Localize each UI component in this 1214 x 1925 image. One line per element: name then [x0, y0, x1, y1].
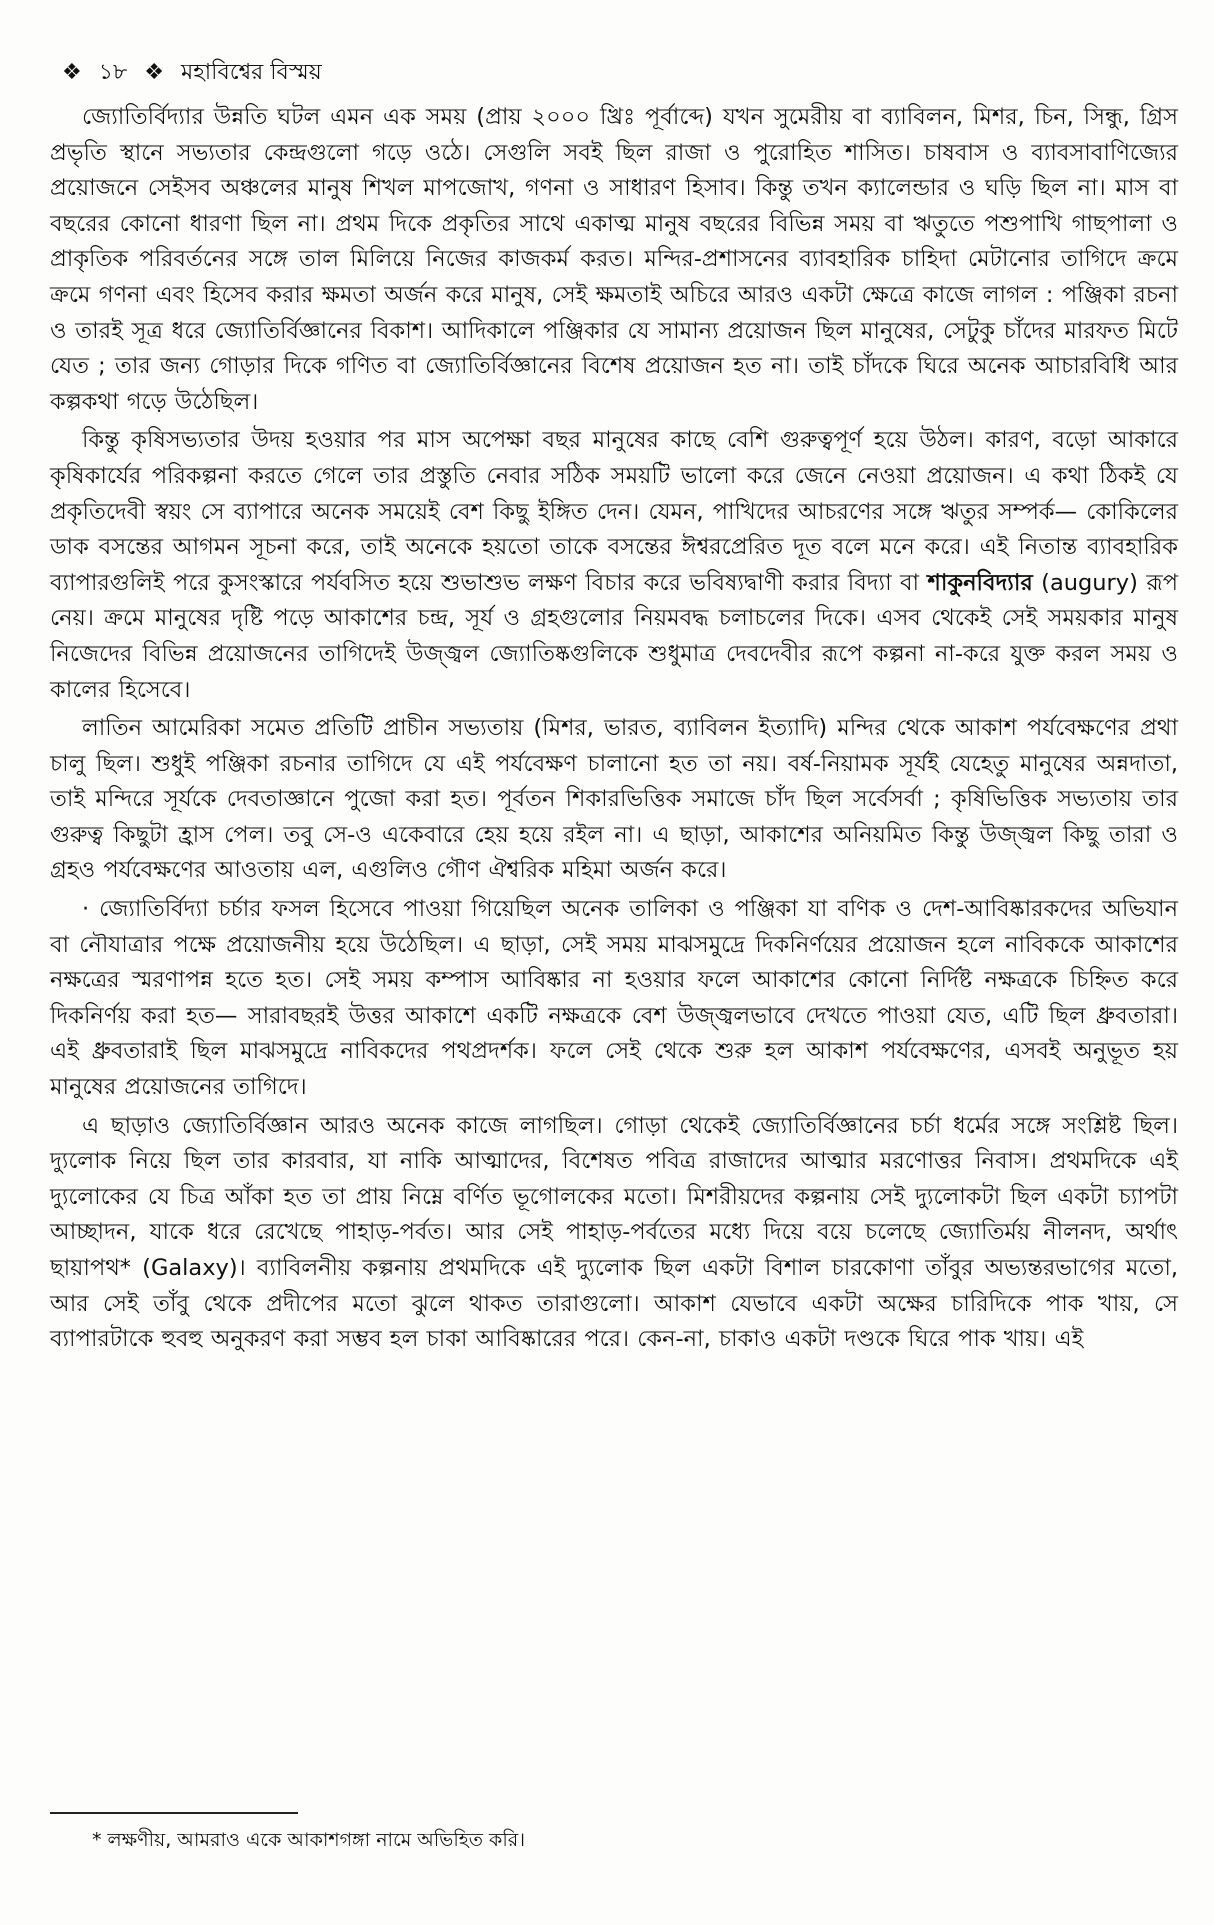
paragraph-2-text-before: কিন্তু কৃষিসভ্যতার উদয় হওয়ার পর মাস অপেক্ষা বছর মানুষের কাছে বেশি গুরুত্বপূর্ণ হয়ে উঠল। কারণ, বড়ো আকারে কৃষিকার্যের পরিকল্পনা করতে গেলে তার প্রস্তুতি নেবার সঠিক সময়টি ভালো করে জেনে নেওয়া প্রয়োজন। এ কথা ঠিকই যে প্রকৃতিদেবী স্বয়ং সে ব্যাপারে অনেক সময়েই বেশ কিছু ইঙ্গিত দেন। যেমন, পাখিদের আচরণের সঙ্গে ঋতুর সম্পর্ক— কোকিলের ডাক বসন্তের আগমন সূচনা করে, তাই অনেকে হয়তো তাকে বসন্তের ঈশ্বরপ্রেরিত দূত বলে মনে করে। এই নিতান্ত ব্যাবহারিক ব্যাপারগুলিই পরে কুসংস্কারে পর্যবসিত হয়ে শুভাশুভ লক্ষণ বিচার করে ভবিষ্যদ্বাণী করার বিদ্যা বা	[50, 427, 1178, 596]
paragraph-4: · জ্যোতির্বিদ্যা চর্চার ফসল হিসেবে পাওয়া গিয়েছিল অনেক তালিকা ও পঞ্জিকা যা বণিক ও দেশ-আবিষ্কারকদের অভিযান বা নৌযাত্রার পক্ষে প্রয়োজনীয় হয়ে উঠেছিল। এ ছাড়া, সেই সময় মাঝসমুদ্রে দিকনির্ণয়ের প্রয়োজন হলে নাবিককে আকাশের নক্ষত্রের স্মরণাপন্ন হতে হত। সেই সময় কম্পাস আবিষ্কার না হওয়ার ফলে আকাশের কোনো নির্দিষ্ট নক্ষত্রকে চিহ্নিত করে দিকনির্ণয় করা হত— সারাবছরই উত্তর আকাশে একটি নক্ষত্রকে বেশ উজ্জ্বলভাবে দেখতে পাওয়া যেত, এটি ছিল ধ্রুবতারা। এই ধ্রুবতারাই ছিল মাঝসমুদ্রে নাবিকদের পথপ্রদর্শক। ফলে সেই থেকে শুরু হল আকাশ পর্যবেক্ষণের, এসবই অনুভূত হয় মানুষের প্রয়োজনের তাগিদে।	[50, 896, 1178, 1101]
running-header	[62, 58, 332, 88]
paragraph-5: এ ছাড়াও জ্যোতির্বিজ্ঞান আরও অনেক কাজে লাগছিল। গোড়া থেকেই জ্যোতির্বিজ্ঞানের চর্চা ধর্মের সঙ্গে সংশ্লিষ্ট ছিল। দ্যুলোক নিয়ে ছিল তার কারবার, যা নাকি আত্মাদের, বিশেষত পবিত্র রাজাদের আত্মার মরণোত্তর নিবাস। প্রথমদিকে এই দ্যুলোকের যে চিত্র আঁকা হত তা প্রায় নিম্নে বর্ণিত ভূগোলকের মতো। মিশরীয়দের কল্পনায় সেই দ্যুলোকটা ছিল একটা চ্যাপটা আচ্ছাদন, যাকে ধরে রেখেছে পাহাড়-পর্বত। আর সেই পাহাড়-পর্বতের মধ্যে দিয়ে বয়ে চলেছে জ্যোতির্ময় নীলনদ, অর্থাৎ ছায়াপথ* (Galaxy)। ব্যাবিলনীয় কল্পনায় প্রথমদিকে এই দ্যুলোক ছিল একটা বিশাল চারকোণা তাঁবুর অভ্যন্তরভাগের মতো, আর সেই তাঁবু থেকে প্রদীপের মতো ঝুলে থাকত তারাগুলো। আকাশ যেভাবে একটা অক্ষের চারিদিকে পাক খায়, সে ব্যাপারটাকে হুবহু অনুকরণ করা সম্ভব হল চাকা আবিষ্কারের পরে। কেন-না, চাকাও একটা দণ্ডকে ঘিরে পাক খায়। এই	[50, 1112, 1178, 1353]
bold-term-augury: শাকুনবিদ্যার	[927, 569, 1033, 596]
paragraph-2-text-after: (augury) রূপ নেয়। ক্রমে মানুষের দৃষ্টি পড়ে আকাশের চন্দ্র, সূর্য ও গ্রহগুলোর নিয়মবদ্ধ চলাচলের দিকে। এসব থেকেই সেই সময়কার মানুষ নিজেদের বিভিন্ন প্রয়োজনের তাগিদেই উজ্জ্বল জ্যোতিষ্কগুলিকে শুধুমাত্র দেবদেবীর রূপে কল্পনা না-করে যুক্ত করল সময় ও কালের হিসেবে।	[50, 569, 1178, 703]
paragraph-1: জ্যোতির্বিদ্যার উন্নতি ঘটল এমন এক সময় (প্রায় ২০০০ খ্রিঃ পূর্বাব্দে) যখন সুমেরীয় বা ব্যাবিলন, মিশর, চিন, সিন্ধু, গ্রিস প্রভৃতি স্থানে সভ্যতার কেন্দ্রগুলো গড়ে ওঠে। সেগুলি সবই ছিল রাজা ও পুরোহিত শাসিত। চাষবাস ও ব্যাবসাবাণিজ্যের প্রয়োজনে সেইসব অঞ্চলের মানুষ শিখল মাপজোখ, গণনা ও সাধারণ হিসাব। কিন্তু তখন ক্যালেন্ডার ও ঘড়ি ছিল না। মাস বা বছরের কোনো ধারণা ছিল না। প্রথম দিকে প্রকৃতির সাথে একাত্ম মানুষ বছরের বিভিন্ন সময় বা ঋতুতে পশুপাখি গাছপালা ও প্রাকৃতিক পরিবর্তনের সঙ্গে তাল মিলিয়ে নিজের কাজকর্ম করত। মন্দির-প্রশাসনের ব্যাবহারিক চাহিদা মেটানোর তাগিদে ক্রমে ক্রমে গণনা এবং হিসেব করার ক্ষমতা অর্জন করে মানুষ, সেই ক্ষমতাই অচিরে আরও একটা ক্ষেত্রে কাজে লাগল : পঞ্জিকা রচনা ও তারই সূত্র ধরে জ্যোতির্বিজ্ঞানের বিকাশ। আদিকালে পঞ্জিকার যে সামান্য প্রয়োজন ছিল মানুষের, সেটুকু চাঁদের মারফত মিটে যেত ; তার জন্য গোড়ার দিকে গণিত বা জ্যোতির্বিজ্ঞানের বিশেষ প্রয়োজন হত না। তাই চাঁদকে ঘিরে অনেক আচারবিধি আর কল্পকথা গড়ে উঠেছিল।	[50, 104, 1178, 415]
footnote: * লক্ষণীয়, আমরাও একে আকাশগঙ্গা নামে অভিহিত করি।	[92, 1829, 526, 1851]
paragraph-2	[50, 423, 1178, 708]
ornament-left-icon: ❖	[62, 60, 82, 85]
book-title: মহাবিশ্বের বিস্ময়	[181, 60, 322, 85]
page-number: ১৮	[98, 60, 128, 85]
paragraph-3: লাতিন আমেরিকা সমেত প্রতিটি প্রাচীন সভ্যতায় (মিশর, ভারত, ব্যাবিলন ইত্যাদি) মন্দির থেকে আকাশ পর্যবেক্ষণের প্রথা চালু ছিল। শুধুই পঞ্জিকা রচনার তাগিদে যে এই পর্যবেক্ষণ চালানো হত তা নয়। বর্ষ-নিয়ামক সূর্যই যেহেতু মানুষের অন্নদাতা, তাই মন্দিরে সূর্যকে দেবতাজ্ঞানে পুজো করা হত। পূর্বতন শিকারভিত্তিক সমাজে চাঁদ ছিল সর্বেসর্বা ; কৃষিভিত্তিক সভ্যতায় তার গুরুত্ব কিছুটা হ্রাস পেল। তবু সে-ও একেবারে হেয় হয়ে রইল না। এ ছাড়া, আকাশের অনিয়মিত কিন্তু উজ্জ্বল কিছু তারা ও গ্রহও পর্যবেক্ষণের আওতায় এল, এগুলিও গৌণ ঐশ্বরিক মহিমা অর্জন করে।	[50, 715, 1178, 884]
footnote-divider	[50, 1812, 298, 1814]
ornament-right-icon: ❖	[144, 60, 165, 85]
body-text	[50, 100, 1178, 1358]
